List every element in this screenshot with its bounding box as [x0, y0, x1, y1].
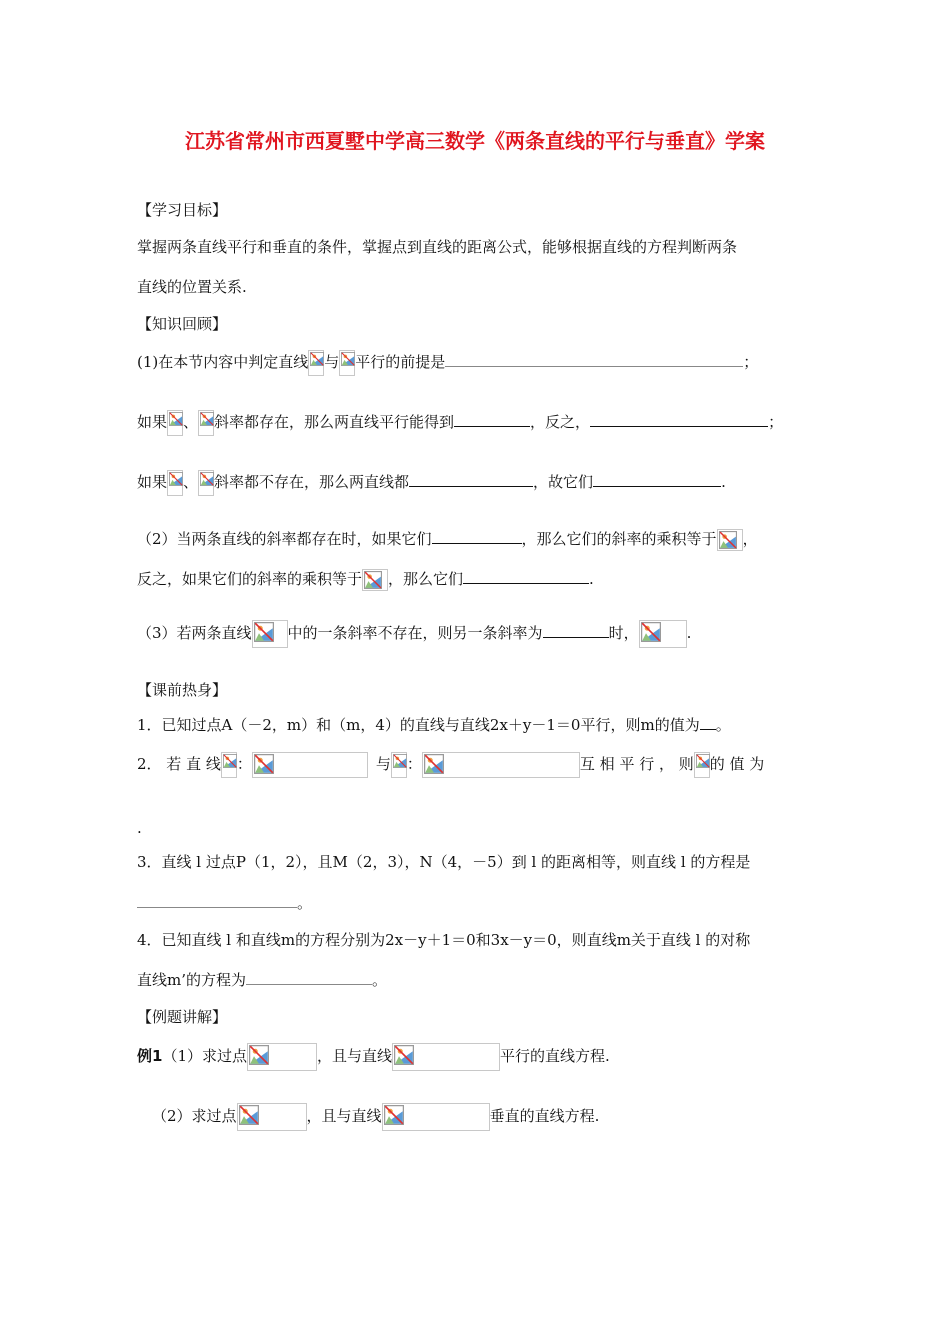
broken-image-icon: [167, 410, 183, 436]
answer-blank[interactable]: [137, 893, 297, 908]
answer-blank[interactable]: [593, 472, 721, 487]
answer-blank[interactable]: [590, 412, 768, 427]
answer-blank[interactable]: [432, 529, 522, 544]
review-q3: （3）若两条直线 中的一条斜率不存在，则另一条斜率为 时， .: [137, 620, 691, 648]
broken-image-icon: [339, 350, 355, 376]
review-q1-3: 如果 、 斜率都不存在，那么两直线都 ，故它们 .: [137, 470, 726, 496]
broken-image-icon: [422, 752, 580, 778]
broken-image-icon: [392, 1043, 500, 1071]
example-label: 例1: [137, 1047, 163, 1065]
section-goal: 【学习目标】: [137, 201, 228, 219]
warmup-p2-end: .: [137, 819, 142, 837]
answer-blank[interactable]: [246, 970, 372, 985]
warmup-p4-2: 直线m’的方程为 。: [137, 971, 388, 989]
answer-blank[interactable]: [454, 412, 530, 427]
broken-image-icon: [237, 1103, 307, 1131]
broken-image-icon: [362, 569, 388, 591]
broken-image-icon: [694, 752, 710, 778]
section-review: 【知识回顾】: [137, 315, 228, 333]
broken-image-icon: [247, 1043, 317, 1071]
warmup-p3-blank: 。: [137, 893, 312, 913]
warmup-p3: 3．直线 l 过点P（1，2），且M（2，3），N（4，－5）到 l 的距离相等，则直线 l 的方程是: [137, 853, 751, 871]
review-q1-2: 如果 、 斜率都存在，那么两直线平行能得到 ，反之， ；: [137, 410, 783, 436]
broken-image-icon: [308, 350, 324, 376]
warmup-p4-1: 4．已知直线 l 和直线m的方程分别为2x－y＋1＝0和3x－y＝0，则直线m关于直线 l 的对称: [137, 931, 751, 949]
section-warmup: 【课前热身】: [137, 681, 228, 699]
warmup-p1: 1．已知过点A（－2，m）和（m，4）的直线与直线2x＋y－1＝0平行，则m的值为 。: [137, 716, 731, 734]
broken-image-icon: [391, 752, 407, 778]
answer-blank[interactable]: [463, 569, 589, 584]
page-title: 江苏省常州市西夏墅中学高三数学《两条直线的平行与垂直》学案: [185, 129, 765, 153]
broken-image-icon: [252, 752, 368, 778]
broken-image-icon: [252, 620, 288, 648]
broken-image-icon: [717, 529, 743, 551]
answer-blank[interactable]: [409, 472, 533, 487]
broken-image-icon: [382, 1103, 490, 1131]
broken-image-icon: [198, 470, 214, 496]
broken-image-icon: [198, 410, 214, 436]
review-q2-2: 反之，如果它们的斜率的乘积等于 ，那么它们 .: [137, 569, 594, 591]
warmup-p2: 2． 若 直 线 ： 与 ： 互 相 平 行 ， 则 的 值 为: [137, 752, 764, 778]
review-q1: (1)在本节内容中判定直线 与 平行的前提是 ；: [137, 350, 758, 376]
broken-image-icon: [639, 620, 687, 648]
goal-text-2: 直线的位置关系.: [137, 278, 247, 296]
answer-blank[interactable]: [445, 352, 743, 367]
review-q2: （2）当两条直线的斜率都存在时，如果它们 ，那么它们的斜率的乘积等于 ，: [137, 529, 758, 551]
example-2: （2）求过点 ，且与直线 垂直的直线方程.: [152, 1103, 599, 1131]
broken-image-icon: [167, 470, 183, 496]
broken-image-icon: [221, 752, 237, 778]
answer-blank[interactable]: [700, 715, 716, 730]
goal-text-1: 掌握两条直线平行和垂直的条件，掌握点到直线的距离公式，能够根据直线的方程判断两条: [137, 238, 738, 256]
section-examples: 【例题讲解】: [137, 1008, 228, 1026]
example-1: 例1（1）求过点 ，且与直线 平行的直线方程.: [137, 1043, 610, 1071]
answer-blank[interactable]: [543, 623, 609, 638]
